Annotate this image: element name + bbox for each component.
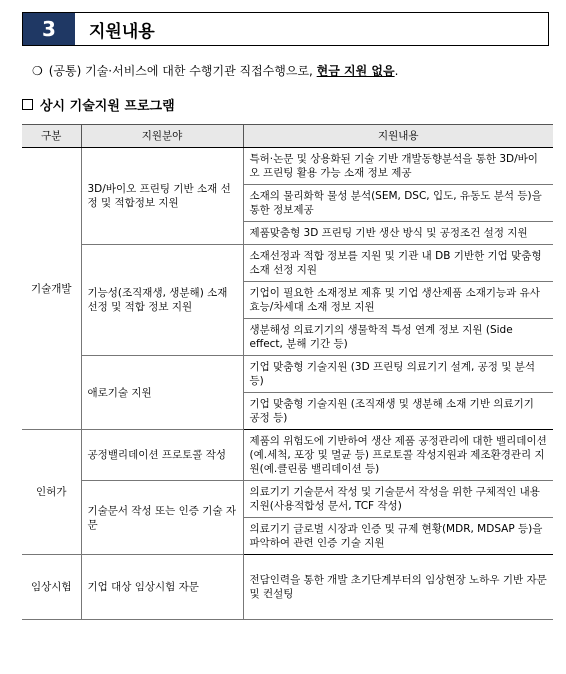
table-row	[22, 148, 553, 185]
table-row	[22, 245, 553, 282]
intro-end: .	[394, 64, 399, 78]
content-cell: 기업 맞춤형 기술지원 (조직재생 및 생분해 소재 기반 의료기기 공정 등)	[243, 393, 553, 430]
content-cell: 소재선정과 적합 정보를 지원 및 기관 내 DB 기반한 기업 맞춤형 소재 선정 지원	[243, 245, 553, 282]
checkbox-icon	[22, 99, 33, 110]
content-cell: 기업이 필요한 소재정보 제휴 및 기업 생산제품 소재기능과 유사효능/차세대 소재 정보 지원	[243, 282, 553, 319]
content-cell: 제품맞춤형 3D 프린팅 기반 생산 방식 및 공정조건 설정 지원	[243, 222, 553, 245]
content-cell: 생분해성 의료기기의 생물학적 특성 연계 정보 지원 (Side effect, 분해 기간 등)	[243, 319, 553, 356]
table-row	[22, 481, 553, 518]
field-cell: 공정밸리데이션 프로토콜 작성	[81, 430, 243, 481]
field-cell: 기업 대상 임상시험 자문	[81, 555, 243, 620]
content-cell: 의료기기 기술문서 작성 및 기술문서 작성을 위한 구체적인 내용 지원(사용적합성 문서, TCF 작성)	[243, 481, 553, 518]
section-header	[22, 12, 549, 46]
header-field: 지원분야	[81, 125, 243, 148]
circle-bullet-icon: ❍	[32, 64, 43, 78]
program-heading	[22, 95, 175, 114]
intro-emphasis: 현금 지원 없음	[316, 64, 395, 78]
field-cell: 기술문서 작성 또는 인증 기술 자문	[81, 481, 243, 555]
section-number: 3	[23, 13, 75, 45]
table-row	[22, 430, 553, 481]
table-row	[22, 356, 553, 393]
program-title: 상시 기술지원 프로그램	[40, 99, 175, 114]
intro-text: (공통) 기술·서비스에 대한 수행기관 직접수행으로,	[48, 64, 317, 78]
category-cell: 인허가	[22, 430, 81, 555]
field-cell: 기능성(조직재생, 생분해) 소재선정 및 적합 정보 지원	[81, 245, 243, 356]
table-row	[22, 555, 553, 620]
header-content: 지원내용	[243, 125, 553, 148]
content-cell: 전담인력을 통한 개발 초기단계부터의 임상현장 노하우 기반 자문 및 컨설팅	[243, 555, 553, 620]
content-cell: 의료기기 글로벌 시장과 인증 및 규제 현황(MDR, MDSAP 등)을 파악하여 관련 인증 기술 지원	[243, 518, 553, 555]
content-cell: 특허·논문 및 상용화된 기술 기반 개발동향분석을 통한 3D/바이오 프린팅 활용 가능 소재 정보 제공	[243, 148, 553, 185]
header-category: 구분	[22, 125, 81, 148]
content-cell: 소재의 물리화학 물성 분석(SEM, DSC, 입도, 유동도 분석 등)을 통한 정보제공	[243, 185, 553, 222]
category-cell: 임상시험	[22, 555, 81, 620]
field-cell: 3D/바이오 프린팅 기반 소재 선정 및 적합정보 지원	[81, 148, 243, 245]
section-title: 지원내용	[89, 21, 155, 42]
category-cell: 기술개발	[22, 148, 81, 430]
table-header-row	[22, 125, 553, 148]
intro-line	[32, 62, 398, 79]
content-cell: 제품의 위험도에 기반하여 생산 제품 공정관리에 대한 밸리데이션(예.세척, 포장 및 멸균 등) 프로토콜 작성지원과 제조환경관리 지원(예.클린룸 밸리데이션 등)	[243, 430, 553, 481]
content-cell: 기업 맞춤형 기술지원 (3D 프린팅 의료기기 설계, 공정 및 분석 등)	[243, 356, 553, 393]
support-table	[22, 124, 553, 620]
field-cell: 애로기술 지원	[81, 356, 243, 430]
